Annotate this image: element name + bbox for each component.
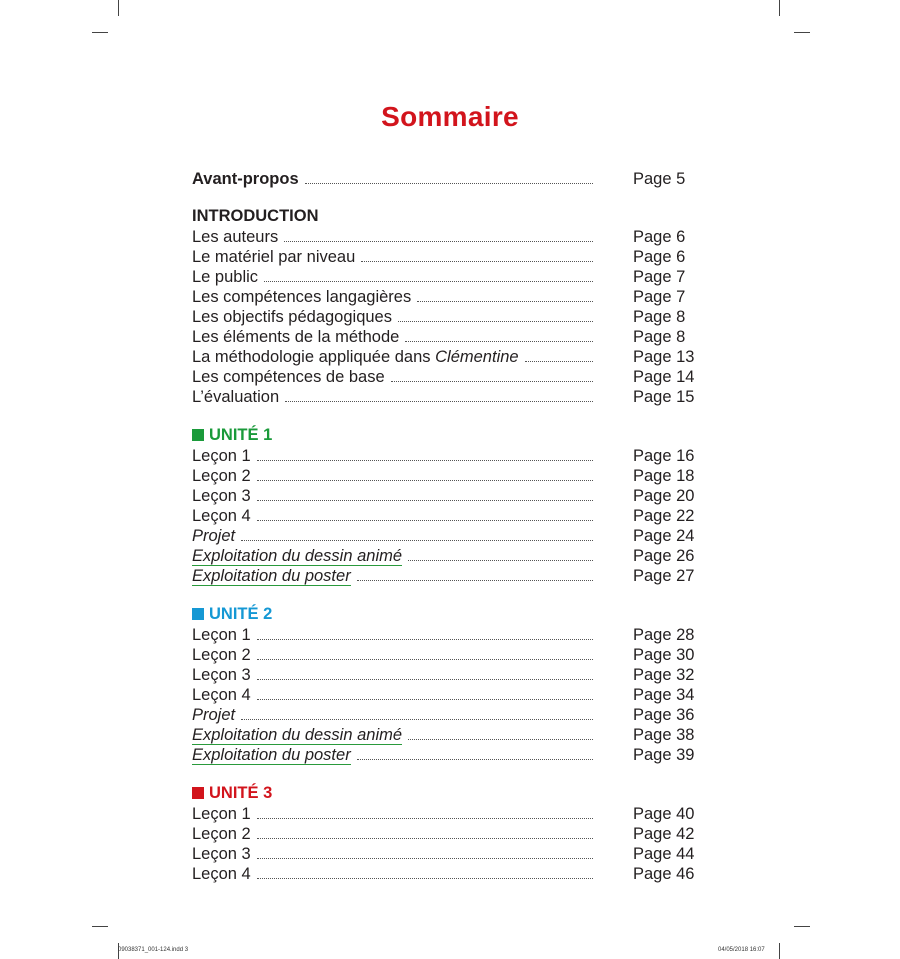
dot-leader: [241, 526, 593, 541]
unit-heading: [192, 604, 696, 625]
toc-entry-page: Page 16: [633, 447, 695, 465]
toc-entry[interactable]: [192, 387, 696, 407]
toc-entry-label: Leçon 2: [192, 467, 251, 485]
toc-entry-page: Page 8: [633, 308, 686, 326]
toc-entry-label: Les éléments de la méthode: [192, 328, 400, 346]
dot-leader: [405, 327, 593, 342]
toc-entry-page: Page 28: [633, 626, 695, 644]
toc-entry[interactable]: [192, 705, 696, 725]
toc-entry[interactable]: [192, 844, 696, 864]
toc-entry-page: Page 24: [633, 527, 695, 545]
toc-entry[interactable]: [192, 804, 696, 824]
toc-entry-label: Les compétences de base: [192, 368, 385, 386]
toc-entry-page: Page 40: [633, 805, 695, 823]
toc-entry[interactable]: [192, 824, 696, 844]
toc-entry-page: Page 20: [633, 487, 695, 505]
toc-entry-label: Exploitation du poster: [192, 567, 351, 585]
crop-mark: [779, 943, 780, 959]
toc-entry-label: Avant-propos: [192, 170, 299, 188]
unit-square-icon: [192, 608, 204, 620]
dot-leader: [257, 625, 593, 640]
dot-leader: [241, 705, 593, 720]
toc-entry-page: Page 27: [633, 567, 695, 585]
toc-entry-page: Page 6: [633, 228, 686, 246]
dot-leader: [285, 387, 593, 402]
toc-entry[interactable]: [192, 645, 696, 665]
unit-heading-label: UNITÉ 3: [209, 784, 273, 802]
dot-leader: [257, 824, 593, 839]
toc-entry-page: Page 7: [633, 268, 686, 286]
crop-mark: [92, 32, 108, 33]
toc-entry-page: Page 22: [633, 507, 695, 525]
toc-entry[interactable]: [192, 287, 696, 307]
toc-entry-page: Page 44: [633, 845, 695, 863]
toc-entry-page: Page 32: [633, 666, 695, 684]
toc-entry[interactable]: [192, 725, 696, 745]
toc-entry-label: Les objectifs pédagogiques: [192, 308, 392, 326]
toc-entry[interactable]: [192, 745, 696, 765]
toc-entry-page: Page 14: [633, 368, 695, 386]
toc-entry-page: Page 15: [633, 388, 695, 406]
toc-entry-label: L’évaluation: [192, 388, 280, 406]
toc-entry-page: Page 6: [633, 248, 686, 266]
toc-entry-page: Page 42: [633, 825, 695, 843]
toc-entry[interactable]: [192, 247, 696, 267]
slug-file-name: 09038371_001-124.indd 3: [118, 947, 189, 953]
toc-entry-label: Projet: [192, 527, 236, 545]
crop-mark: [779, 0, 780, 16]
toc-entry-page: Page 7: [633, 288, 686, 306]
toc-entry-page: Page 26: [633, 547, 695, 565]
toc-entry-label: Les auteurs: [192, 228, 279, 246]
toc-entry-label: Leçon 1: [192, 447, 251, 465]
dot-leader: [305, 169, 593, 184]
toc-entry-label: Le matériel par niveau: [192, 248, 356, 266]
toc-entry-avant-propos[interactable]: [192, 169, 696, 189]
dot-leader: [257, 486, 593, 501]
toc-entry-page: Page 18: [633, 467, 695, 485]
section-heading-introduction: INTRODUCTION: [192, 207, 319, 225]
toc-entry-label: La méthodologie appliquée dans Clémentine: [192, 348, 519, 366]
toc-entry[interactable]: [192, 327, 696, 347]
toc-entry-page: Page 30: [633, 646, 695, 664]
toc-entry-page: Page 36: [633, 706, 695, 724]
toc-entry[interactable]: [192, 466, 696, 486]
toc-entry[interactable]: [192, 526, 696, 546]
crop-mark: [92, 926, 108, 927]
dot-leader: [408, 725, 593, 740]
toc-entry-label: Leçon 4: [192, 865, 251, 883]
toc-entry-page: Page 13: [633, 348, 695, 366]
dot-leader: [284, 227, 593, 242]
page-title: Sommaire: [381, 100, 519, 132]
toc-entry-label: Projet: [192, 706, 236, 724]
unit-heading: [192, 425, 696, 446]
dot-leader: [257, 844, 593, 859]
dot-leader: [257, 804, 593, 819]
dot-leader: [257, 446, 593, 461]
unit-heading: [192, 783, 696, 804]
toc-entry-page: Page 34: [633, 686, 695, 704]
crop-mark: [118, 0, 119, 16]
toc-entry-label: Leçon 4: [192, 686, 251, 704]
toc-entry[interactable]: [192, 506, 696, 526]
toc-entry[interactable]: [192, 864, 696, 884]
unit-square-icon: [192, 429, 204, 441]
toc-entry[interactable]: [192, 566, 696, 586]
toc-entry-page: Page 8: [633, 328, 686, 346]
dot-leader: [525, 347, 593, 362]
dot-leader: [361, 247, 593, 262]
slug-datetime: 04/05/2018 16:07: [718, 947, 765, 953]
toc-entry[interactable]: [192, 227, 696, 247]
toc-entry-label: Leçon 1: [192, 805, 251, 823]
introduction-list: [192, 227, 696, 407]
toc-entry-page: Page 46: [633, 865, 695, 883]
dot-leader: [257, 506, 593, 521]
toc-entry-label: Leçon 4: [192, 507, 251, 525]
toc-entry-label: Leçon 3: [192, 666, 251, 684]
toc-entry[interactable]: [192, 267, 696, 287]
unit-square-icon: [192, 787, 204, 799]
dot-leader: [257, 645, 593, 660]
dot-leader: [408, 546, 593, 561]
toc-entry-label: Exploitation du poster: [192, 746, 351, 764]
dot-leader: [257, 665, 593, 680]
dot-leader: [357, 745, 593, 760]
toc-entry-label: Leçon 2: [192, 825, 251, 843]
toc-entry-label: Exploitation du dessin animé: [192, 726, 403, 744]
toc-entry-page: Page 38: [633, 726, 695, 744]
dot-leader: [264, 267, 593, 282]
toc-entry[interactable]: [192, 685, 696, 705]
crop-mark: [794, 926, 810, 927]
toc-entry-label: Leçon 1: [192, 626, 251, 644]
toc-entry-label: Leçon 3: [192, 487, 251, 505]
toc-entry-label: Leçon 2: [192, 646, 251, 664]
table-of-contents: [192, 169, 696, 884]
unit-heading-label: UNITÉ 1: [209, 426, 273, 444]
dot-leader: [257, 864, 593, 879]
dot-leader: [417, 287, 593, 302]
toc-entry-label-italic: Clémentine: [435, 348, 519, 366]
toc-entry[interactable]: [192, 367, 696, 387]
toc-entry-label: Exploitation du dessin animé: [192, 547, 403, 565]
unit-heading-label: UNITÉ 2: [209, 605, 273, 623]
dot-leader: [257, 685, 593, 700]
toc-entry-label: Le public: [192, 268, 259, 286]
toc-entry[interactable]: [192, 665, 696, 685]
toc-entry[interactable]: [192, 486, 696, 506]
dot-leader: [398, 307, 593, 322]
toc-entry[interactable]: [192, 625, 696, 645]
toc-entry-label: Les compétences langagières: [192, 288, 412, 306]
toc-entry[interactable]: [192, 307, 696, 327]
toc-entry-page: Page 5: [633, 170, 686, 188]
dot-leader: [391, 367, 593, 382]
toc-entry[interactable]: [192, 446, 696, 466]
toc-entry-label: Leçon 3: [192, 845, 251, 863]
units-list: [192, 407, 696, 884]
dot-leader: [357, 566, 593, 581]
toc-entry-page: Page 39: [633, 746, 695, 764]
toc-entry[interactable]: [192, 546, 696, 566]
crop-mark: [794, 32, 810, 33]
dot-leader: [257, 466, 593, 481]
toc-entry[interactable]: [192, 347, 696, 367]
